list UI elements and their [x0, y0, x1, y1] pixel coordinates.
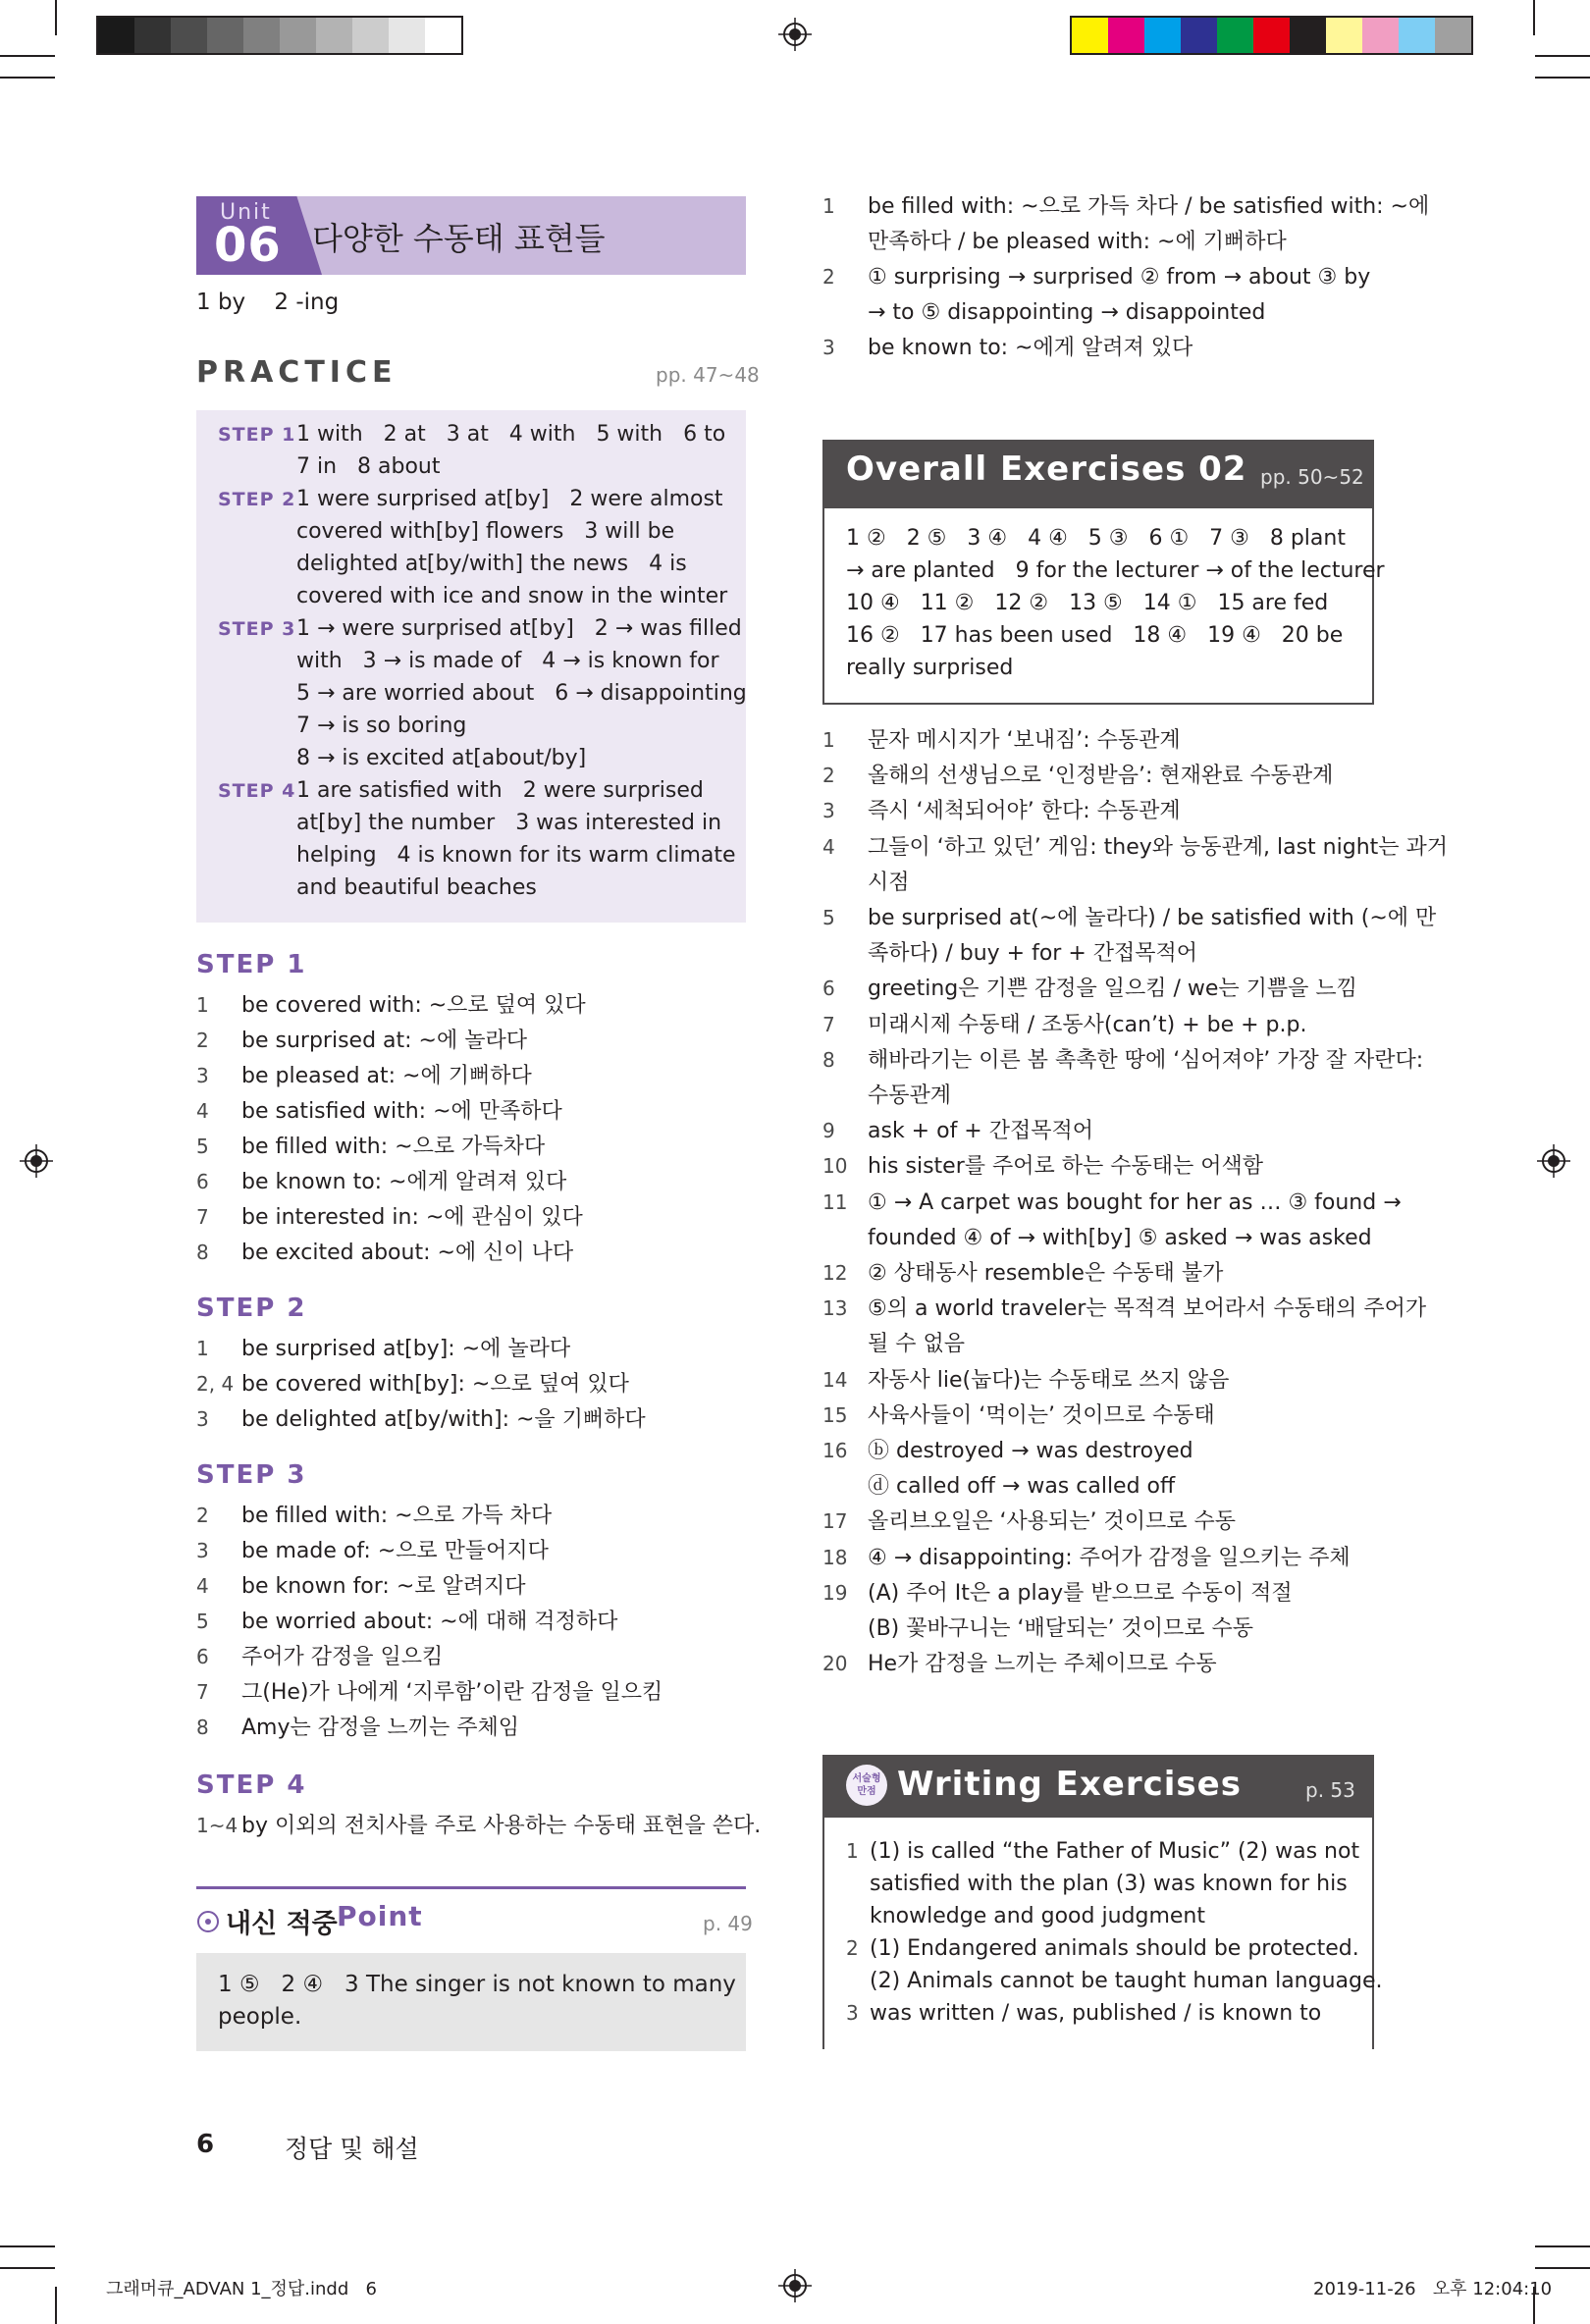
item-number: 6: [196, 1170, 209, 1193]
target-icon: [196, 1910, 220, 1933]
item-number: 1: [196, 1337, 209, 1360]
item-text: 해바라기는 이른 봄 촉촉한 땅에 ‘심어져야’ 가장 잘 자란다:: [868, 1047, 1424, 1073]
item-text: be covered with[by]: ~으로 덮여 있다: [241, 1372, 629, 1397]
item-number: 1: [822, 728, 835, 752]
item-text: 미래시제 수동태 / 조동사(can’t) + be + p.p.: [868, 1012, 1307, 1037]
practice-step-label: STEP 4: [218, 780, 296, 802]
item-text: ⓑ destroyed → was destroyed: [868, 1439, 1193, 1463]
practice-answer-line: covered with ice and snow in the winter: [296, 584, 728, 608]
item-number: 3: [822, 799, 835, 823]
overall-answer-line: really surprised: [846, 656, 1014, 680]
item-text: be known to: ~에게 알려져 있다: [868, 336, 1193, 360]
item-number: 2: [846, 1936, 859, 1960]
practice-answer-line: helping 4 is known for its warm climate: [296, 843, 736, 868]
item-number: 9: [822, 1119, 835, 1143]
item-text: be filled with: ~으로 가득차다: [241, 1135, 546, 1159]
item-text: 주어가 감정을 일으킴: [241, 1645, 444, 1669]
naesin-page: p. 49: [703, 1912, 753, 1935]
item-text: ① surprising → surprised ② from → about ③ by: [868, 265, 1371, 290]
item-text: by 이외의 전치사를 주로 사용하는 수동태 표현을 쓴다.: [241, 1814, 762, 1838]
item-number: 2: [196, 1029, 209, 1052]
unit-word: Unit: [220, 200, 272, 225]
item-text: be pleased at: ~에 기뻐하다: [241, 1064, 532, 1088]
item-text: ② 상태동사 resemble은 수동태 불가: [868, 1261, 1224, 1286]
gray-swatch: [425, 18, 461, 53]
practice-answer-line: 1 are satisfied with 2 were surprised: [296, 778, 704, 803]
item-text: ④ → disappointing: 주어가 감정을 일으키는 주체: [868, 1545, 1351, 1570]
practice-answer-line: 1 → were surprised at[by] 2 → was filled: [296, 616, 742, 641]
item-text: 그들이 ‘하고 있던’ 게임: they와 능동관계, last night는 과거: [868, 834, 1449, 860]
item-text: be made of: ~으로 만들어지다: [241, 1539, 549, 1563]
writing-answer-line: (1) Endangered animals should be protected.: [870, 1936, 1359, 1961]
step-section-heading: STEP 4: [196, 1770, 307, 1800]
item-number: 18: [822, 1545, 848, 1569]
item-text: ⑤의 a world traveler는 목적격 보어라서 수동태의 주어가: [868, 1296, 1427, 1322]
gray-swatch: [316, 18, 352, 53]
item-number: 7: [196, 1205, 209, 1229]
process-color-bar: [1070, 16, 1473, 55]
item-number: 8: [196, 1716, 209, 1739]
page-footer-label: 정답 및 해설: [285, 2135, 419, 2163]
item-number: 4: [196, 1099, 209, 1123]
item-text: ask + of + 간접목적어: [868, 1119, 1093, 1144]
section-divider: [196, 1886, 746, 1889]
overall-answer-line: 10 ④ 11 ② 12 ② 13 ⑤ 14 ① 15 are fed: [846, 591, 1329, 615]
item-number: 7: [822, 1012, 835, 1036]
item-number: 2: [196, 1504, 209, 1527]
item-text: 올리브오일은 ‘사용되는’ 것이므로 수동: [868, 1509, 1236, 1535]
item-text: Amy는 감정을 느끼는 주체임: [241, 1716, 520, 1740]
practice-answer-line: 8 → is excited at[about/by]: [296, 746, 587, 770]
item-number: 19: [822, 1580, 848, 1605]
item-number: 8: [196, 1241, 209, 1264]
item-text: 족하다) / buy + for + 간접목적어: [868, 941, 1198, 967]
practice-answer-line: and beautiful beaches: [296, 875, 537, 900]
color-swatch: [1217, 18, 1253, 53]
item-text: 될 수 없음: [868, 1332, 965, 1357]
registration-mark-icon: [1537, 1144, 1570, 1178]
item-text: be filled with: ~으로 가득 차다: [241, 1504, 553, 1528]
step-section-heading: STEP 2: [196, 1294, 307, 1323]
color-swatch: [1326, 18, 1362, 53]
color-swatch: [1181, 18, 1217, 53]
item-number: 14: [822, 1367, 848, 1392]
item-number: 7: [196, 1680, 209, 1704]
item-text: 사육사들이 ‘먹이는’ 것이므로 수동태: [868, 1402, 1215, 1428]
item-text: ① → A carpet was bought for her as … ③ found →: [868, 1189, 1402, 1215]
item-text: be delighted at[by/with]: ~을 기뻐하다: [241, 1407, 646, 1432]
color-swatch: [1362, 18, 1399, 53]
item-number: 3: [196, 1407, 209, 1431]
naesin-title-point: Point: [337, 1900, 423, 1932]
practice-answer-line: 1 were surprised at[by] 2 were almost: [296, 487, 723, 511]
gray-swatch: [389, 18, 425, 53]
item-number: 12: [822, 1261, 848, 1285]
item-text: be filled with: ~으로 가득 차다 / be satisfied with: ~에: [868, 194, 1430, 219]
crop-mark: [1535, 2245, 1590, 2247]
item-number: 2: [822, 764, 835, 788]
gray-swatch: [207, 18, 243, 53]
item-text: 올해의 선생님으로 ‘인정받음’: 현재완료 수동관계: [868, 764, 1334, 789]
color-swatch: [1072, 18, 1108, 53]
overall-pages: pp. 50~52: [1260, 465, 1364, 489]
item-number: 10: [822, 1154, 848, 1179]
gray-swatch: [243, 18, 280, 53]
gray-swatch: [98, 18, 134, 53]
slug-filename: 그래머큐_ADVAN 1_정답.indd 6: [106, 2279, 377, 2299]
writing-answer-line: knowledge and good judgment: [870, 1904, 1205, 1928]
item-number: 6: [822, 977, 835, 1001]
item-text: be known for: ~로 알려지다: [241, 1574, 526, 1599]
grayscale-color-bar: [96, 16, 463, 55]
practice-heading: PRACTICE: [196, 355, 398, 390]
item-number: 1~4: [196, 1814, 238, 1837]
color-swatch: [1253, 18, 1290, 53]
writing-answer-line: (2) Animals cannot be taught human language.: [870, 1969, 1383, 1993]
item-number: 15: [822, 1402, 848, 1427]
writing-box-border: [822, 1818, 824, 2049]
item-text: 만족하다 / be pleased with: ~에 기뻐하다: [868, 230, 1287, 254]
item-number: 5: [196, 1610, 209, 1633]
overall-answer-line: → are planted 9 for the lecturer → of the lecturer: [846, 558, 1385, 583]
item-text: be surprised at: ~에 놀라다: [241, 1029, 527, 1053]
writing-answer-line: was written / was, published / is known to: [870, 2001, 1322, 2026]
crop-mark: [1535, 2267, 1590, 2269]
item-text: greeting은 기쁜 감정을 일으킴 / we는 기쁨을 느낌: [868, 977, 1357, 1002]
item-text: be surprised at[by]: ~에 놀라다: [241, 1337, 571, 1361]
registration-mark-icon: [778, 18, 812, 51]
overall-answer-line: 1 ② 2 ⑤ 3 ④ 4 ④ 5 ③ 6 ① 7 ③ 8 plant: [846, 526, 1346, 551]
practice-answer-line: 7 in 8 about: [296, 454, 441, 479]
item-text: 수동관계: [868, 1083, 952, 1108]
crop-mark: [0, 77, 55, 79]
crop-mark: [1533, 0, 1535, 35]
practice-answer-line: at[by] the number 3 was interested in: [296, 811, 722, 835]
crop-mark: [0, 2267, 55, 2269]
item-number: 11: [822, 1189, 848, 1214]
item-number: 3: [822, 336, 835, 359]
color-swatch: [1144, 18, 1181, 53]
unit-number: 06: [214, 218, 282, 273]
item-text: 문자 메시지가 ‘보내짐’: 수동관계: [868, 728, 1181, 753]
item-number: 5: [822, 906, 835, 929]
practice-step-label: STEP 2: [218, 489, 296, 510]
item-text: 시점: [868, 870, 910, 895]
item-number: 3: [846, 2001, 859, 2025]
practice-step-label: STEP 3: [218, 618, 296, 640]
item-number: 1: [846, 1839, 859, 1863]
crop-mark: [0, 55, 55, 57]
item-text: He가 감정을 느끼는 주체이므로 수동: [868, 1652, 1217, 1677]
item-text: be excited about: ~에 신이 나다: [241, 1241, 574, 1265]
item-number: 1: [196, 993, 209, 1017]
step-section-heading: STEP 1: [196, 950, 307, 979]
color-swatch: [1399, 18, 1435, 53]
item-number: 3: [196, 1539, 209, 1562]
practice-answer-line: delighted at[by/with] the news 4 is: [296, 552, 687, 576]
crop-mark: [55, 0, 57, 35]
writing-badge: 서술형 만점: [846, 1765, 887, 1806]
color-swatch: [1108, 18, 1144, 53]
page-number: 6: [196, 2130, 215, 2159]
writing-box-border: [1372, 1818, 1374, 2049]
unit-title: 다양한 수동태 표현들: [312, 220, 606, 257]
practice-answer-line: covered with[by] flowers 3 will be: [296, 519, 675, 544]
item-text: (B) 꽃바구니는 ‘배달되는’ 것이므로 수동: [868, 1616, 1253, 1641]
item-number: 2, 4: [196, 1372, 235, 1396]
practice-answer-line: 1 with 2 at 3 at 4 with 5 with 6 to: [296, 422, 726, 447]
step-section-heading: STEP 3: [196, 1460, 307, 1490]
item-number: 2: [822, 265, 835, 289]
item-number: 8: [822, 1047, 835, 1072]
writing-answer-line: satisfied with the plan (3) was known for his: [870, 1872, 1348, 1896]
item-text: be worried about: ~에 대해 걱정하다: [241, 1610, 618, 1634]
crop-mark: [1535, 55, 1590, 57]
item-number: 4: [822, 834, 835, 859]
item-number: 6: [196, 1645, 209, 1668]
item-text: ⓓ called off → was called off: [868, 1474, 1176, 1500]
item-number: 1: [822, 194, 835, 218]
gray-swatch: [171, 18, 207, 53]
gray-swatch: [280, 18, 316, 53]
registration-mark-icon: [778, 2269, 812, 2302]
item-number: 20: [822, 1652, 848, 1676]
item-number: 17: [822, 1509, 848, 1534]
item-text: be interested in: ~에 관심이 있다: [241, 1205, 583, 1230]
item-text: be covered with: ~으로 덮여 있다: [241, 993, 586, 1018]
practice-answer-line: 5 → are worried about 6 → disappointing: [296, 681, 747, 706]
naesin-title: 내신 적중: [226, 1909, 338, 1939]
practice-step-label: STEP 1: [218, 424, 296, 446]
overall-title: Overall Exercises 02: [846, 449, 1247, 489]
gray-swatch: [134, 18, 171, 53]
item-number: 16: [822, 1439, 848, 1462]
item-text: be known to: ~에게 알려져 있다: [241, 1170, 567, 1194]
gray-swatch: [352, 18, 389, 53]
naesin-line: people.: [218, 2004, 302, 2030]
item-text: 즉시 ‘세척되어야’ 한다: 수동관계: [868, 799, 1181, 824]
item-text: 그(He)가 나에게 ‘지루함’이란 감정을 일으킴: [241, 1680, 663, 1705]
writing-answer-line: (1) is called “the Father of Music” (2) was not: [870, 1839, 1360, 1864]
item-text: 자동사 lie(눕다)는 수동태로 쓰지 않음: [868, 1367, 1230, 1393]
item-text: his sister를 주어로 하는 수동태는 어색함: [868, 1154, 1264, 1180]
item-text: (A) 주어 It은 a play를 받으므로 수동이 적절: [868, 1580, 1293, 1606]
item-text: founded ④ of → with[by] ⑤ asked → was asked: [868, 1225, 1372, 1250]
crop-mark: [55, 2287, 57, 2324]
crop-mark: [1535, 77, 1590, 79]
practice-answer-line: 7 → is so boring: [296, 713, 467, 738]
naesin-line: 1 ⑤ 2 ④ 3 The singer is not known to many: [218, 1972, 736, 1997]
item-text: be satisfied with: ~에 만족하다: [241, 1099, 562, 1124]
practice-answer-line: with 3 → is made of 4 → is known for: [296, 649, 719, 673]
practice-pages: pp. 47~48: [656, 363, 760, 387]
overall-answer-line: 16 ② 17 has been used 18 ④ 19 ④ 20 be: [846, 623, 1344, 648]
writing-page: p. 53: [1305, 1778, 1355, 1802]
item-number: 3: [196, 1064, 209, 1087]
color-swatch: [1435, 18, 1471, 53]
item-number: 5: [196, 1135, 209, 1158]
slug-timestamp: 2019-11-26 오후 12:04:10: [1313, 2279, 1553, 2299]
item-text: → to ⑤ disappointing → disappointed: [868, 300, 1266, 325]
item-number: 13: [822, 1296, 848, 1321]
registration-mark-icon: [20, 1144, 53, 1178]
intro-answers: 1 by 2 -ing: [196, 290, 340, 315]
item-number: 4: [196, 1574, 209, 1598]
crop-mark: [0, 2245, 55, 2247]
color-swatch: [1290, 18, 1326, 53]
writing-title: Writing Exercises: [897, 1765, 1242, 1804]
item-text: be surprised at(~에 놀라다) / be satisfied with (~에 만: [868, 906, 1437, 930]
